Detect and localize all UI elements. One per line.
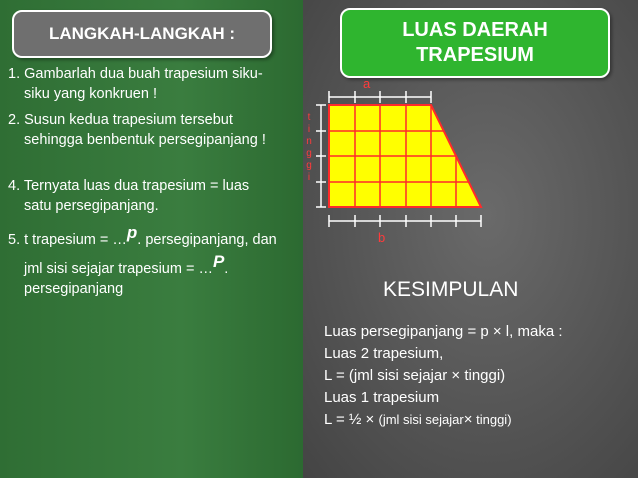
topic-title-line-2: TRAPESIUM: [416, 44, 534, 66]
tinggi-label: [304, 112, 314, 184]
tinggi-letter: n: [306, 136, 312, 147]
step-5: [8, 223, 277, 250]
tinggi-letter: g: [306, 160, 312, 171]
trapezoid-diagram: [303, 0, 638, 240]
conclusion-line-5-d: tinggi): [472, 412, 512, 427]
step-4: [8, 176, 249, 216]
step-5b-prefix: jml sisi sejajar trapesium =: [24, 261, 199, 277]
trapezoid-grid: [329, 105, 481, 207]
tinggi-letter: t: [307, 112, 311, 123]
steps-title: LANGKAH-LANGKAH :: [12, 10, 272, 58]
conclusion-line-5-a: L = ½ ×: [324, 411, 379, 428]
step-5-dots: …: [112, 232, 127, 248]
step-2: [8, 110, 266, 150]
step-5b: [24, 252, 229, 299]
step-1-line-1: 1. Gambarlah dua buah trapesium siku-: [8, 66, 263, 82]
tinggi-letter: i: [307, 124, 311, 135]
tinggi-letter: g: [306, 148, 312, 159]
label-b: b: [378, 230, 386, 245]
tinggi-letter: i: [307, 172, 311, 183]
step-5b-mark: P: [212, 252, 225, 271]
conclusion-line-4: Luas 1 trapesium: [324, 389, 440, 406]
step-5-mark: p: [126, 223, 138, 242]
step-4-line-2: satu persegipanjang.: [24, 198, 159, 214]
step-4-line-1: 4. Ternyata luas dua trapesium = luas: [8, 178, 250, 194]
conclusion-line-1: Luas persegipanjang = p × l, maka :: [324, 323, 563, 340]
label-a: a: [363, 76, 371, 91]
conclusion-line-2: Luas 2 trapesium,: [324, 345, 444, 362]
conclusion-line-5-b: (jml sisi sejajar: [378, 412, 464, 427]
conclusion-line-5-c: ×: [463, 411, 473, 428]
step-5-suffix: . persegipanjang, dan: [137, 232, 277, 248]
step-5b-dots: …: [198, 261, 213, 277]
step-2-line-2: sehingga benbentuk persegipanjang !: [24, 132, 266, 148]
step-5b-line-2: persegipanjang: [24, 281, 124, 297]
step-1-line-2: siku yang konkruen !: [24, 86, 157, 102]
conclusion-heading: KESIMPULAN: [383, 278, 519, 301]
conclusion-line-3: L = (jml sisi sejajar × tinggi): [324, 367, 506, 384]
step-1: [8, 64, 263, 104]
step-5b-suffix: .: [224, 261, 229, 277]
step-2-line-1: 2. Susun kedua trapesium tersebut: [8, 112, 233, 128]
step-5-prefix: 5. t trapesium =: [8, 232, 113, 248]
conclusion-line-5: [324, 410, 512, 430]
topic-title-line-1: LUAS DAERAH: [402, 19, 548, 41]
